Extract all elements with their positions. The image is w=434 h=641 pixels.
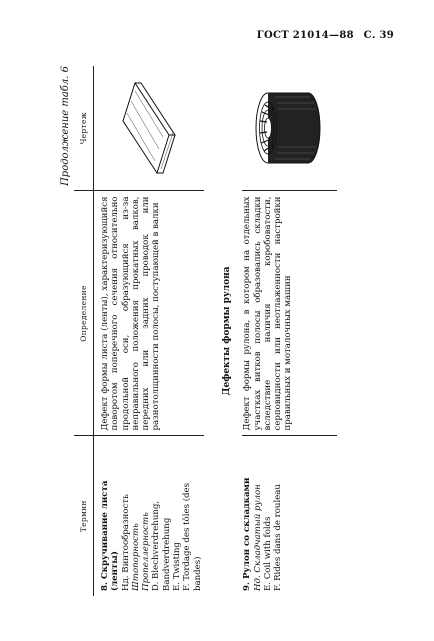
- section-row: [204, 66, 242, 596]
- term-line: E. Coil with folds: [262, 516, 273, 591]
- table-row: [242, 66, 337, 596]
- term-line: F. Tordage des tôles (des: [182, 482, 193, 591]
- drawing-cell-8: [94, 66, 205, 191]
- column-header-definition: Определение: [74, 191, 94, 436]
- column-header-drawing: Чертеж: [74, 66, 94, 191]
- term-line: Штопорность: [130, 523, 141, 591]
- term-line: E. Twisting: [172, 542, 183, 591]
- column-header-term: Термин: [74, 436, 94, 596]
- page-number: С. 39: [363, 30, 394, 41]
- term-title-9: 9. Рулон со складками: [242, 477, 253, 591]
- drawing-cell-9: [242, 66, 337, 191]
- term-line: Пропеллерность: [141, 512, 152, 591]
- terms-table: [74, 66, 337, 596]
- term-line: bandes): [192, 556, 203, 591]
- continuation-note: Продолжение табл. 6: [60, 66, 71, 186]
- term-line: Bandverdrehung: [161, 517, 172, 591]
- definition-cell-9: Дефект формы рулона, в котором на отдельных участках витков полосы образовались складки вследствие наличия коробоватости, серповидности или неотлаженности настройки правильных и моталочных машин: [242, 191, 337, 436]
- coil-with-folds-drawing: [250, 83, 330, 173]
- term-cell-8: [94, 436, 205, 596]
- term-title-8: 8. Скручивание листа (ленты): [100, 480, 121, 591]
- twisted-sheet-drawing: [109, 73, 189, 183]
- standard-number: ГОСТ 21014—88: [256, 30, 354, 41]
- term-line: Нд. Винтообразность: [120, 494, 131, 591]
- table-header-row: [74, 66, 94, 596]
- page-header: [251, 30, 394, 41]
- rotated-table-area: [58, 66, 393, 596]
- definition-cell-8: Дефект формы листа (ленты), характеризующийся поворотом поперечного сечения относительно продольной оси, образующийся из-за неправильного положения прокатных валков, передних или задних проводок или разнотолщинности полосы, поступающей в валки: [94, 191, 205, 436]
- term-line: F. Rides dans de rouleau: [273, 484, 284, 591]
- term-line: D. Blechverdrehung,: [151, 500, 162, 591]
- term-cell-9: [242, 436, 337, 596]
- section-title: Дефекты формы рулона: [222, 266, 232, 396]
- table-row: [94, 66, 205, 596]
- term-line: Нд. Складчатый рулон: [252, 484, 263, 591]
